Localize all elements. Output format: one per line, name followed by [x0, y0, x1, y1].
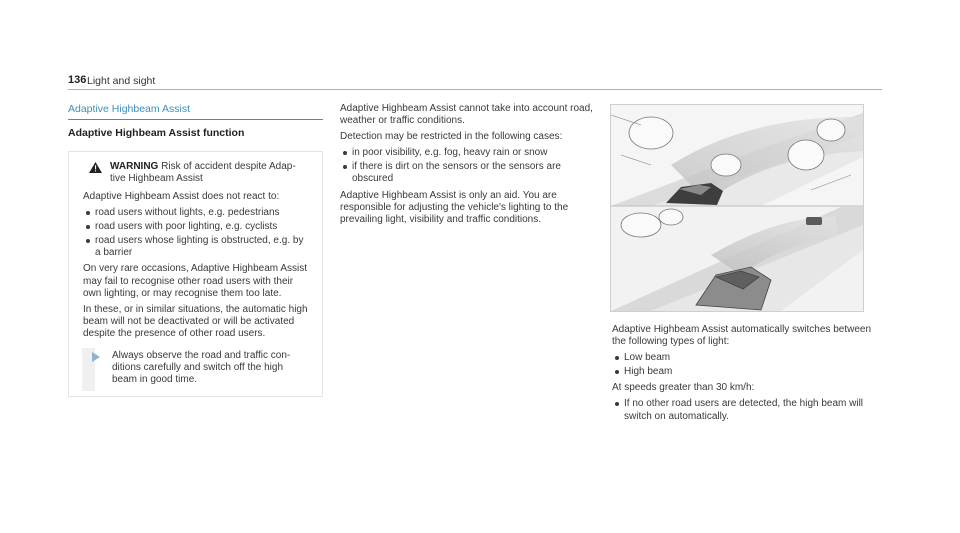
- advice-block: [83, 350, 308, 386]
- section-title: Adaptive Highbeam Assist: [68, 103, 323, 120]
- warning-box: [68, 151, 323, 397]
- warning-heading: [81, 161, 310, 185]
- warning-paragraph: On very rare occasions, Adaptive Highbeam Assist may fail to recognise other road users with their own lighting, or may recognise them too late.: [83, 263, 307, 299]
- paragraph: Detection may be restricted in the following cases:: [340, 131, 563, 143]
- paragraph: Adaptive Highbeam Assist automatically switches between the following types of light:: [612, 324, 872, 348]
- page-number: 136: [68, 74, 87, 86]
- list-item: road users without lights, e.g. pedestrians: [83, 207, 308, 219]
- road-scene-illustration: [611, 105, 863, 311]
- list-item: in poor visibility, e.g. fog, heavy rain or snow: [340, 147, 595, 159]
- page-header: [68, 76, 882, 90]
- detection-bullets: [340, 147, 595, 185]
- section-subtitle: Adaptive Highbeam Assist function: [68, 127, 245, 139]
- column-middle: [340, 103, 595, 230]
- list-item: High beam: [612, 366, 872, 378]
- warning-bullets: [83, 207, 308, 259]
- warning-paragraph: In these, or in similar situations, the automatic high beam will not be deactivated or will be activated despite the presence of other road users.: [83, 303, 308, 339]
- warning-heading-text: Risk of accident despite Adap-tive Highbeam Assist: [110, 161, 296, 184]
- list-item: If no other road users are detected, the high beam will switch on automatically.: [612, 398, 872, 422]
- car-oncoming: [806, 217, 822, 225]
- warning-label: WARNING: [110, 161, 159, 172]
- paragraph: Adaptive Highbeam Assist cannot take into account road, weather or traffic conditions.: [340, 103, 593, 127]
- list-item: road users with poor lighting, e.g. cyclists: [83, 221, 308, 233]
- header-title: Light and sight: [87, 75, 156, 87]
- column-right: [612, 324, 872, 427]
- speed-behavior-list: [612, 398, 872, 422]
- warning-triangle-icon: [89, 162, 102, 173]
- light-types-list: [612, 352, 872, 378]
- advice-text: Always observe the road and traffic con-ditions carefully and switch off the high beam in good time.: [112, 350, 291, 386]
- list-item: road users whose lighting is obstructed, e.g. by a barrier: [83, 235, 308, 259]
- highbeam-illustration: [610, 104, 864, 312]
- play-arrow-icon: [92, 352, 100, 362]
- paragraph: Adaptive Highbeam Assist is only an aid. You are responsible for adjusting the vehicle's lighting to the prevailing light, visibility and traffic conditions.: [340, 189, 569, 225]
- warning-intro: Adaptive Highbeam Assist does not react to:: [83, 191, 280, 202]
- paragraph: At speeds greater than 30 km/h:: [612, 382, 755, 394]
- warning-body: [81, 191, 310, 386]
- list-item: Low beam: [612, 352, 872, 364]
- list-item: if there is dirt on the sensors or the sensors are obscured: [340, 161, 595, 185]
- column-left: [68, 103, 323, 397]
